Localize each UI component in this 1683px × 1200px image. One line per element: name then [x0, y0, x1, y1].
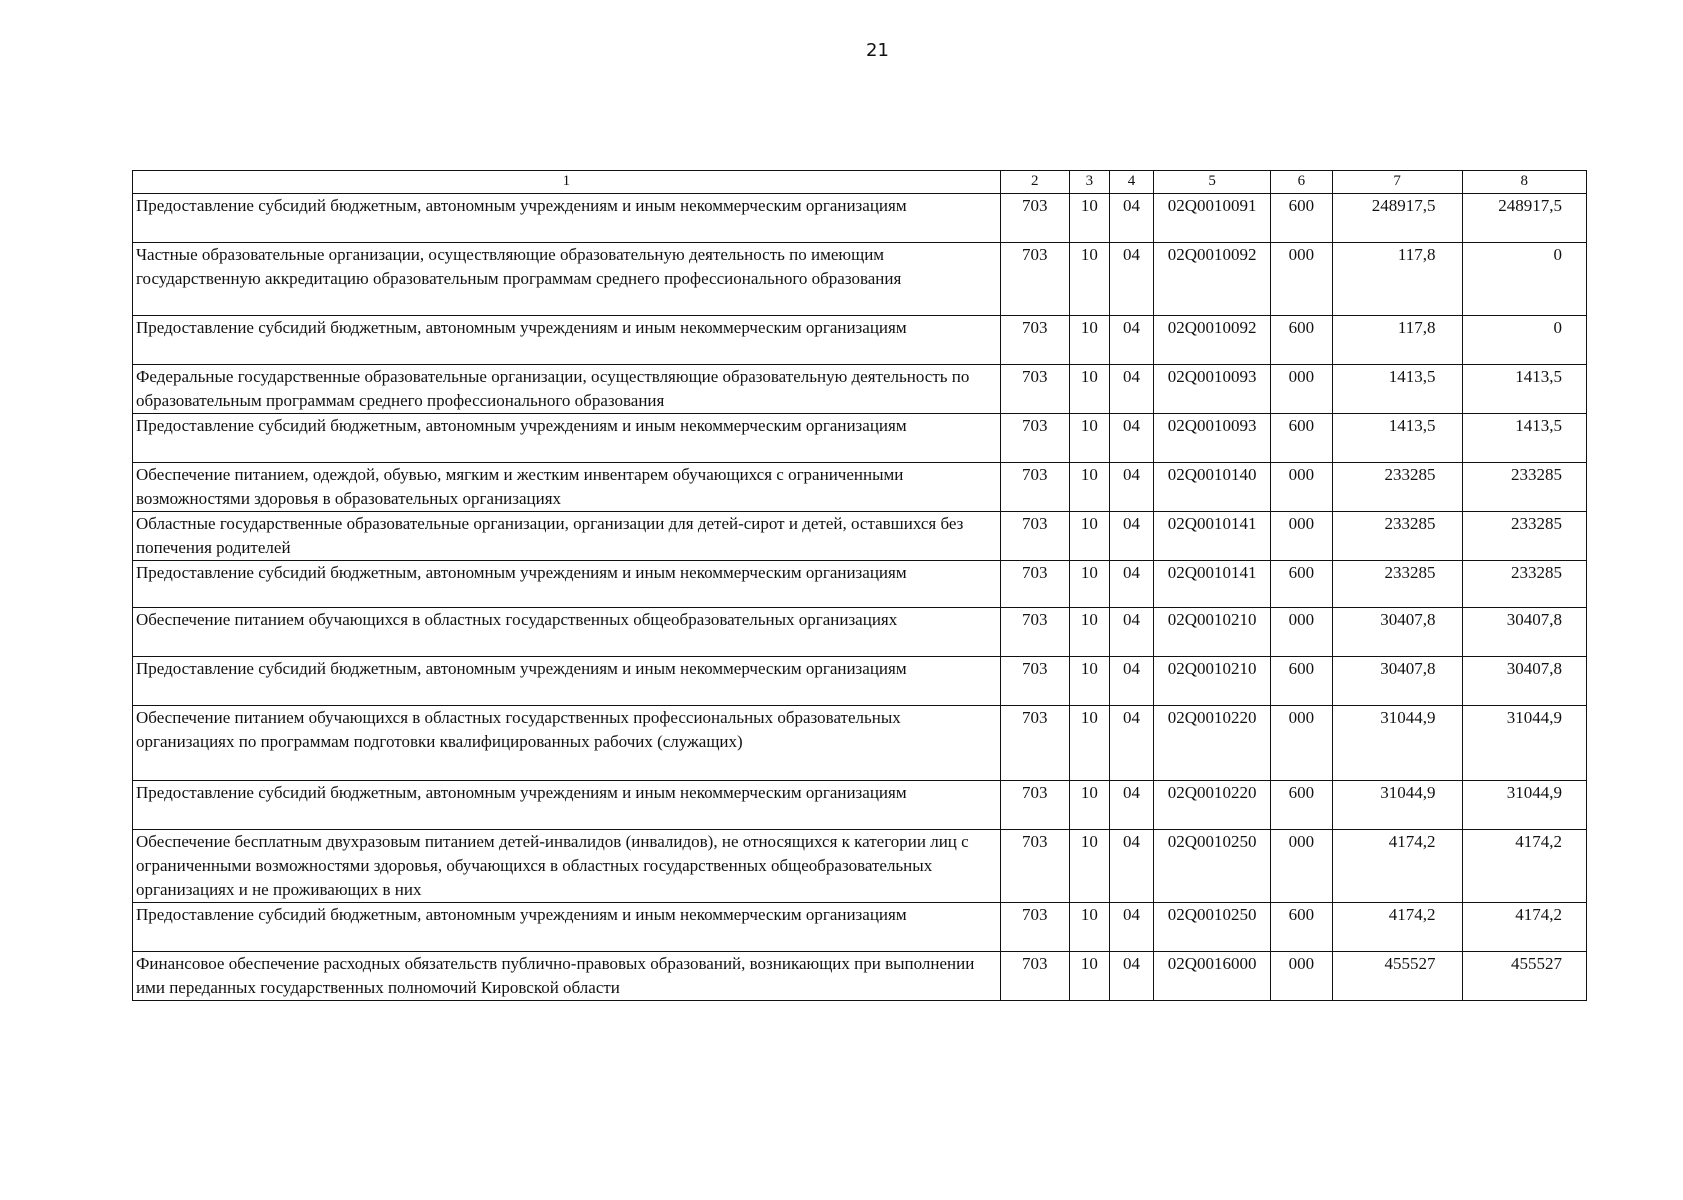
row-col-6: 600	[1271, 316, 1333, 365]
page-number: 21	[866, 40, 889, 61]
row-col-5: 02Q0010093	[1154, 365, 1271, 414]
row-col-8: 0	[1462, 316, 1586, 365]
row-col-3: 10	[1069, 316, 1109, 365]
header-row	[133, 171, 1587, 194]
row-col-8: 233285	[1462, 463, 1586, 512]
table-row	[133, 781, 1587, 830]
table-row	[133, 365, 1587, 414]
row-col-6: 600	[1271, 903, 1333, 952]
table-row	[133, 608, 1587, 657]
row-name: Финансовое обеспечение расходных обязательств публично-правовых образований, возникающих при выполнении ими переданных государственных полномочий Кировской области	[133, 952, 1001, 1001]
row-col-4: 04	[1109, 463, 1153, 512]
table-row	[133, 194, 1587, 243]
row-col-8: 31044,9	[1462, 706, 1586, 781]
row-col-2: 703	[1000, 194, 1069, 243]
row-col-3: 10	[1069, 657, 1109, 706]
row-col-6: 000	[1271, 952, 1333, 1001]
row-col-3: 10	[1069, 414, 1109, 463]
row-col-4: 04	[1109, 243, 1153, 316]
row-col-6: 000	[1271, 512, 1333, 561]
row-col-8: 1413,5	[1462, 414, 1586, 463]
row-col-2: 703	[1000, 463, 1069, 512]
row-col-5: 02Q0010220	[1154, 781, 1271, 830]
table-row	[133, 316, 1587, 365]
row-col-7: 4174,2	[1332, 903, 1462, 952]
row-name: Предоставление субсидий бюджетным, автономным учреждениям и иным некоммерческим организациям	[133, 657, 1001, 706]
row-col-2: 703	[1000, 657, 1069, 706]
row-col-5: 02Q0010092	[1154, 243, 1271, 316]
row-col-4: 04	[1109, 561, 1153, 608]
row-col-3: 10	[1069, 561, 1109, 608]
row-col-5: 02Q0010210	[1154, 657, 1271, 706]
row-col-7: 233285	[1332, 561, 1462, 608]
row-col-8: 4174,2	[1462, 903, 1586, 952]
row-col-5: 02Q0010210	[1154, 608, 1271, 657]
row-col-4: 04	[1109, 781, 1153, 830]
row-col-2: 703	[1000, 316, 1069, 365]
row-col-2: 703	[1000, 608, 1069, 657]
table-row	[133, 706, 1587, 781]
row-col-2: 703	[1000, 561, 1069, 608]
row-col-6: 000	[1271, 608, 1333, 657]
row-col-3: 10	[1069, 243, 1109, 316]
row-col-3: 10	[1069, 365, 1109, 414]
table-row	[133, 243, 1587, 316]
table-row	[133, 561, 1587, 608]
row-col-4: 04	[1109, 512, 1153, 561]
header-col-3: 3	[1069, 171, 1109, 194]
row-col-4: 04	[1109, 365, 1153, 414]
row-name: Федеральные государственные образовательные организации, осуществляющие образовательную деятельность по образовательным программам среднего профессионального образования	[133, 365, 1001, 414]
row-col-4: 04	[1109, 194, 1153, 243]
table-row	[133, 952, 1587, 1001]
row-col-2: 703	[1000, 243, 1069, 316]
row-col-7: 233285	[1332, 512, 1462, 561]
row-col-7: 31044,9	[1332, 781, 1462, 830]
row-col-5: 02Q0010220	[1154, 706, 1271, 781]
row-name: Обеспечение питанием обучающихся в областных государственных профессиональных образовательных организациях по программам подготовки квалифицированных рабочих (служащих)	[133, 706, 1001, 781]
row-col-2: 703	[1000, 365, 1069, 414]
row-col-3: 10	[1069, 952, 1109, 1001]
row-col-4: 04	[1109, 903, 1153, 952]
row-col-7: 30407,8	[1332, 657, 1462, 706]
row-col-7: 117,8	[1332, 243, 1462, 316]
row-col-8: 0	[1462, 243, 1586, 316]
header-col-4: 4	[1109, 171, 1153, 194]
row-col-4: 04	[1109, 608, 1153, 657]
row-col-3: 10	[1069, 194, 1109, 243]
header-col-1: 1	[133, 171, 1001, 194]
row-col-4: 04	[1109, 414, 1153, 463]
row-col-8: 30407,8	[1462, 657, 1586, 706]
row-col-5: 02Q0010141	[1154, 512, 1271, 561]
row-col-7: 248917,5	[1332, 194, 1462, 243]
row-col-8: 4174,2	[1462, 830, 1586, 903]
row-col-5: 02Q0016000	[1154, 952, 1271, 1001]
row-col-6: 600	[1271, 414, 1333, 463]
row-col-7: 455527	[1332, 952, 1462, 1001]
row-col-6: 000	[1271, 706, 1333, 781]
row-col-6: 000	[1271, 243, 1333, 316]
row-col-6: 000	[1271, 830, 1333, 903]
row-col-4: 04	[1109, 952, 1153, 1001]
row-name: Предоставление субсидий бюджетным, автономным учреждениям и иным некоммерческим организациям	[133, 781, 1001, 830]
row-col-4: 04	[1109, 830, 1153, 903]
row-col-7: 1413,5	[1332, 414, 1462, 463]
row-col-7: 31044,9	[1332, 706, 1462, 781]
row-name: Предоставление субсидий бюджетным, автономным учреждениям и иным некоммерческим организациям	[133, 194, 1001, 243]
row-col-8: 1413,5	[1462, 365, 1586, 414]
row-name: Предоставление субсидий бюджетным, автономным учреждениям и иным некоммерческим организациям	[133, 561, 1001, 608]
row-col-4: 04	[1109, 657, 1153, 706]
header-col-7: 7	[1332, 171, 1462, 194]
row-col-3: 10	[1069, 608, 1109, 657]
row-col-5: 02Q0010093	[1154, 414, 1271, 463]
row-name: Предоставление субсидий бюджетным, автономным учреждениям и иным некоммерческим организациям	[133, 414, 1001, 463]
row-name: Обеспечение бесплатным двухразовым питанием детей-инвалидов (инвалидов), не относящихся к категории лиц с ограниченными возможностями здоровья, обучающихся в областных государственных общеобразовательных организациях и не проживающих в них	[133, 830, 1001, 903]
row-col-7: 30407,8	[1332, 608, 1462, 657]
table-row	[133, 512, 1587, 561]
row-name: Обеспечение питанием, одеждой, обувью, мягким и жестким инвентарем обучающихся с ограниченными возможностями здоровья в образовательных организациях	[133, 463, 1001, 512]
row-col-6: 600	[1271, 194, 1333, 243]
row-col-6: 000	[1271, 463, 1333, 512]
row-col-6: 000	[1271, 365, 1333, 414]
row-name: Предоставление субсидий бюджетным, автономным учреждениям и иным некоммерческим организациям	[133, 903, 1001, 952]
row-col-3: 10	[1069, 830, 1109, 903]
row-col-3: 10	[1069, 903, 1109, 952]
row-col-8: 455527	[1462, 952, 1586, 1001]
header-col-6: 6	[1271, 171, 1333, 194]
row-col-2: 703	[1000, 781, 1069, 830]
row-col-7: 1413,5	[1332, 365, 1462, 414]
row-col-2: 703	[1000, 512, 1069, 561]
row-col-6: 600	[1271, 561, 1333, 608]
row-col-8: 248917,5	[1462, 194, 1586, 243]
row-col-3: 10	[1069, 706, 1109, 781]
row-col-4: 04	[1109, 706, 1153, 781]
row-col-4: 04	[1109, 316, 1153, 365]
row-col-2: 703	[1000, 952, 1069, 1001]
row-col-2: 703	[1000, 903, 1069, 952]
row-col-3: 10	[1069, 463, 1109, 512]
row-name: Обеспечение питанием обучающихся в областных государственных общеобразовательных организациях	[133, 608, 1001, 657]
table-row	[133, 903, 1587, 952]
row-col-2: 703	[1000, 414, 1069, 463]
budget-table	[132, 170, 1587, 1001]
row-col-5: 02Q0010141	[1154, 561, 1271, 608]
row-col-8: 30407,8	[1462, 608, 1586, 657]
table-row	[133, 414, 1587, 463]
header-col-5: 5	[1154, 171, 1271, 194]
row-col-5: 02Q0010091	[1154, 194, 1271, 243]
row-col-3: 10	[1069, 781, 1109, 830]
row-col-6: 600	[1271, 657, 1333, 706]
row-col-8: 233285	[1462, 512, 1586, 561]
row-name: Областные государственные образовательные организации, организации для детей-сирот и детей, оставшихся без попечения родителей	[133, 512, 1001, 561]
row-col-6: 600	[1271, 781, 1333, 830]
table-row	[133, 830, 1587, 903]
row-name: Предоставление субсидий бюджетным, автономным учреждениям и иным некоммерческим организациям	[133, 316, 1001, 365]
header-col-2: 2	[1000, 171, 1069, 194]
row-col-7: 233285	[1332, 463, 1462, 512]
row-col-5: 02Q0010092	[1154, 316, 1271, 365]
row-col-5: 02Q0010250	[1154, 830, 1271, 903]
row-col-8: 31044,9	[1462, 781, 1586, 830]
row-col-7: 117,8	[1332, 316, 1462, 365]
row-col-2: 703	[1000, 830, 1069, 903]
header-col-8: 8	[1462, 171, 1586, 194]
row-col-5: 02Q0010140	[1154, 463, 1271, 512]
row-col-5: 02Q0010250	[1154, 903, 1271, 952]
row-col-2: 703	[1000, 706, 1069, 781]
row-col-3: 10	[1069, 512, 1109, 561]
row-name: Частные образовательные организации, осуществляющие образовательную деятельность по имеющим государственную аккредитацию образовательным программам среднего профессионального образования	[133, 243, 1001, 316]
table-row	[133, 463, 1587, 512]
table-row	[133, 657, 1587, 706]
row-col-8: 233285	[1462, 561, 1586, 608]
row-col-7: 4174,2	[1332, 830, 1462, 903]
